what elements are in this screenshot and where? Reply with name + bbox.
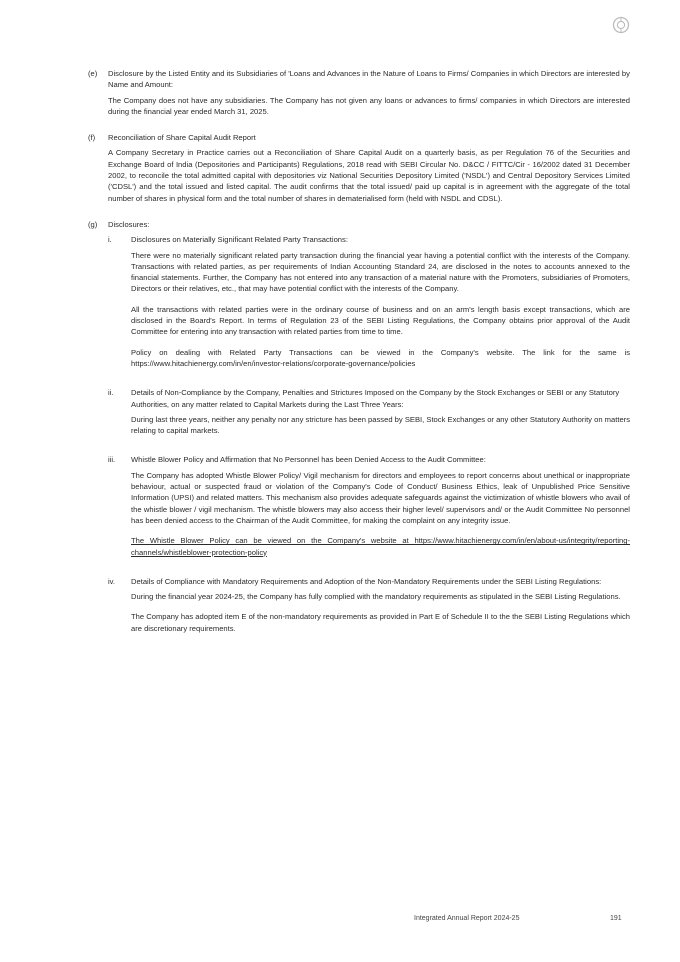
paragraph: The Company has adopted Whistle Blower Policy/ Vigil mechanism for directors and employees to report concerns about unethical or inappropriate behaviour, actual or suspected fraud or violation of the Company's Code of Conduct/ Business Ethics, leak of Unpublished Price Sensitive Information (UPSI) and related matters. This mechanism also provides adequate safeguards against the victimization of whistle blowers who avail of the whistle blower / vigil mechanism. The whistle blowers may also access their higher level/ supervisors and/ or the Audit Committee No personnel has been denied access to the Chairman of the Audit Committee, for making the complaint on any integrity issue. bbox=[131, 470, 630, 525]
section-e bbox=[88, 68, 630, 117]
subsection-related-party bbox=[108, 234, 630, 369]
section-title: Disclosure by the Listed Entity and its Subsidiaries of 'Loans and Advances in the Nature of Loans to Firms/ Companies in which Directors are interested by Name and Amount: bbox=[108, 69, 630, 90]
paragraph: During last three years, neither any penalty nor any stricture has been passed by SEBI, Stock Exchanges or any other Statutory Authority on matters relating to capital markets. bbox=[131, 414, 630, 436]
subsection-whistle-blower bbox=[108, 454, 630, 557]
subsection-title: Disclosures on Materially Significant Related Party Transactions: bbox=[131, 235, 348, 245]
subsection-marker: i. bbox=[108, 235, 112, 245]
section-f bbox=[88, 132, 630, 204]
paragraph: During the financial year 2024-25, the Company has fully complied with the mandatory requirements as stipulated in the SEBI Listing Regulations. bbox=[131, 592, 621, 602]
document-body bbox=[88, 68, 630, 639]
section-title: Reconciliation of Share Capital Audit Report bbox=[108, 133, 256, 143]
section-marker: (f) bbox=[88, 133, 96, 143]
page-number: 191 bbox=[610, 915, 622, 922]
subsection-marker: iii. bbox=[108, 455, 116, 465]
subsection-marker: ii. bbox=[108, 388, 114, 398]
section-title: Disclosures: bbox=[108, 219, 150, 229]
section-marker: (g) bbox=[88, 219, 98, 229]
company-logo-icon bbox=[612, 16, 630, 34]
policy-link-paragraph: Policy on dealing with Related Party Transactions can be viewed in the Company's website. The link for the same is https://www.hitachienergy.com/in/en/investor-relations/corporate-governance/policies bbox=[131, 347, 630, 368]
subsection-marker: iv. bbox=[108, 576, 116, 586]
paragraph: There were no materially significant related party transaction during the financial year having a potential conflict with the interests of the Company. Transactions with related parties, as per requirements of Indian Accounting Standard 24, are disclosed in the notes to accounts annexed to the financial statements. Further, the Company has not entered into any transaction of a material nature with the Promoters, subsidiaries of Promoters, Directors or their relatives, etc., that may have potential conflict with the interests of the Company. bbox=[131, 250, 630, 294]
subsection-title: Details of Compliance with Mandatory Requirements and Adoption of the Non-Mandatory Requirements under the SEBI Listing Regulations: bbox=[131, 576, 602, 586]
paragraph: The Company does not have any subsidiaries. The Company has not given any loans or advances to firms/ companies in which Directors are interested during the financial year ended March 31, 2025. bbox=[108, 95, 630, 116]
section-marker: (e) bbox=[88, 69, 98, 78]
subsection-compliance bbox=[108, 576, 630, 634]
report-title: Integrated Annual Report 2024-25 bbox=[414, 915, 520, 922]
subsection-non-compliance bbox=[108, 387, 630, 436]
subsection-title: Whistle Blower Policy and Affirmation that No Personnel has been Denied Access to the Audit Committee: bbox=[131, 455, 486, 465]
subsection-title: Details of Non-Compliance by the Company, Penalties and Strictures Imposed on the Company by the Stock Exchanges or SEBI or any Statutory Authorities, on any matter related to Capital Markets during the Last Three Years: bbox=[131, 388, 620, 409]
paragraph: The Company has adopted item E of the non-mandatory requirements as provided in Part E of Schedule II to the the SEBI Listing Regulations which are discretionary requirements. bbox=[131, 612, 630, 633]
paragraph: All the transactions with related parties were in the ordinary course of business and on an arm's length basis except transactions, which are disclosed in the Board's Report. In terms of Regulation 23 of the SEBI Listing Regulations, the Company obtains prior approval of the Audit Committee for entering into any transaction with related parties from time to time. bbox=[131, 304, 630, 337]
section-g bbox=[88, 219, 630, 634]
paragraph: A Company Secretary in Practice carries out a Reconciliation of Share Capital Audit on a quarterly basis, as per Regulation 76 of the Securities and Exchange Board of India (Depositories and Participants) Regulations, 2018 read with SEBI Circular No. D&CC / FITTC/Cir - 16/2002 dated 31 December 2002, to reconcile the total admitted capital with depositories viz National Securities Depository Limited ('NSDL') and Central Depository Services Limited ('CDSL') and the total issued and listed capital. The audit confirms that the total issued/ paid up capital is in agreement with the aggregate of the total number of shares in physical form and the total number of shares in dematerialised form (held with NSDL and CDSL). bbox=[108, 148, 630, 203]
whistle-blower-policy-link[interactable]: The Whistle Blower Policy can be viewed on the Company's website at https://www.hitachienergy.com/in/en/about-us/integrity/reporting-channels/whistleblower-protection-policy bbox=[131, 536, 630, 557]
